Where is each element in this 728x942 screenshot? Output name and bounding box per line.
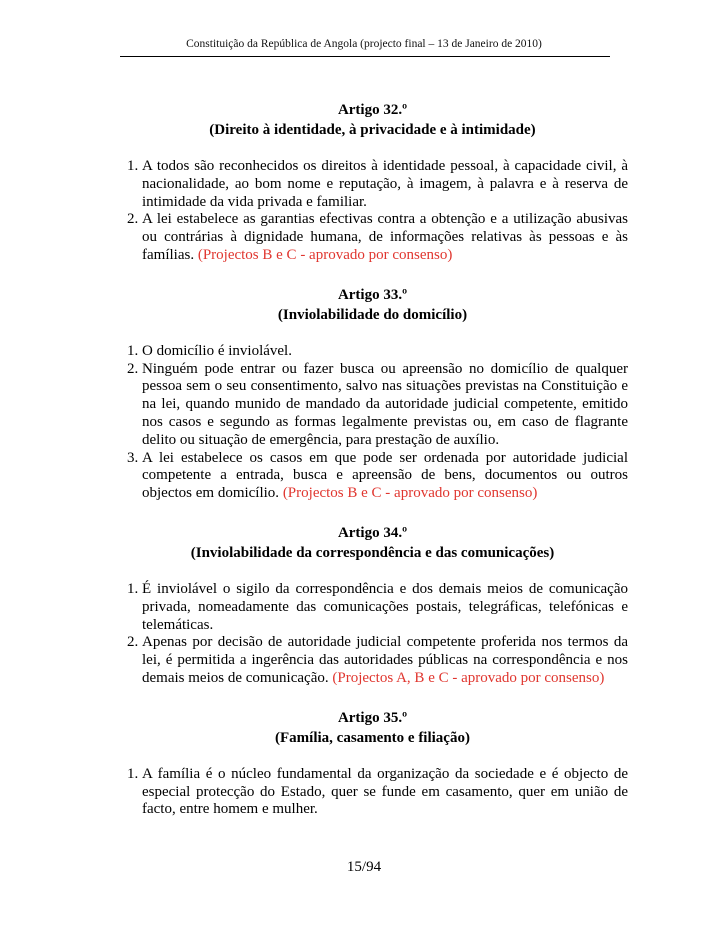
paragraph-item [142,158,628,211]
paragraph-text: O domicílio é inviolável. [142,342,292,359]
paragraph-text: É inviolável o sigilo da correspondência e dos demais meios de comunicação privada, nomeadamente das comunicações postais, telegráficas, telefónicas e telemáticas. [142,580,628,633]
approval-note: (Projectos B e C - aprovado por consenso) [282,485,538,502]
article-paragraph-list [117,343,628,503]
page-number: 15/94 [346,859,382,875]
paragraph-text: A lei estabelece os casos em que pode ser ordenada por autoridade judicial competente a entrada, busca e apreensão de bens, documentos ou outros objectos em domicílio. [142,449,628,502]
article-title: Artigo 34.º [337,524,408,541]
article-paragraph-list [117,766,628,819]
approval-note: (Projectos B e C - aprovado por consenso) [197,246,453,263]
article-title: Artigo 33.º [337,286,408,303]
article-subtitle: (Inviolabilidade do domicílio) [277,306,468,323]
paragraph-item [142,361,628,450]
article-subtitle: (Família, casamento e filiação) [275,729,470,746]
paragraph-text: A lei estabelece as garantias efectivas contra a obtenção e a utilização abusivas ou contrárias à dignidade humana, de informações relativas às pessoas e às famílias. [142,211,628,263]
paragraph-text: A família é o núcleo fundamental da organização da sociedade e é objecto de especial protecção do Estado, quer se funde em casamento, quer em união de facto, entre homem e mulher. [142,765,628,818]
paragraph-item [142,766,628,819]
article-subtitle: (Direito à identidade, à privacidade e à intimidade) [209,122,536,138]
article-33 [117,285,628,503]
paragraph-text: Apenas por decisão de autoridade judicial competente proferida nos termos da lei, é permitida a ingerência das autoridades públicas na correspondência e nos demais meios de comunicação. [142,634,628,686]
article-35 [117,708,628,819]
document-body [117,100,628,839]
paragraph-text: Ninguém pode entrar ou fazer busca ou apreensão no domicílio de qualquer pessoa sem o seu consentimento, salvo nas situações previstas na Constituição e na lei, quando munido de mandado da autoridade judicial competente, emitido nos casos e segundo as formas legalmente previstas ou, em caso de flagrante delito ou situação de emergência, para prestação de auxílio. [142,360,628,448]
paragraph-item [142,450,628,503]
article-subtitle: (Inviolabilidade da correspondência e das comunicações) [190,544,555,561]
paragraph-item [142,343,628,361]
running-header: Constituição da República de Angola (projecto final – 13 de Janeiro de 2010) [186,38,542,50]
paragraph-text: A todos são reconhecidos os direitos à identidade pessoal, à capacidade civil, à nacionalidade, ao bom nome e reputação, à imagem, à palavra e à reserva de intimidade da vida privada e familiar. [142,158,628,210]
paragraph-item [142,211,628,264]
article-title: Artigo 32.º [337,102,408,118]
article-paragraph-list [117,581,628,688]
article-paragraph-list [117,158,628,265]
paragraph-item [142,581,628,634]
paragraph-item [142,634,628,687]
approval-note: (Projectos A, B e C - aprovado por consenso) [332,669,605,686]
article-title: Artigo 35.º [337,709,408,726]
article-34 [117,523,628,688]
article-32 [117,100,628,265]
header-divider [120,56,610,57]
